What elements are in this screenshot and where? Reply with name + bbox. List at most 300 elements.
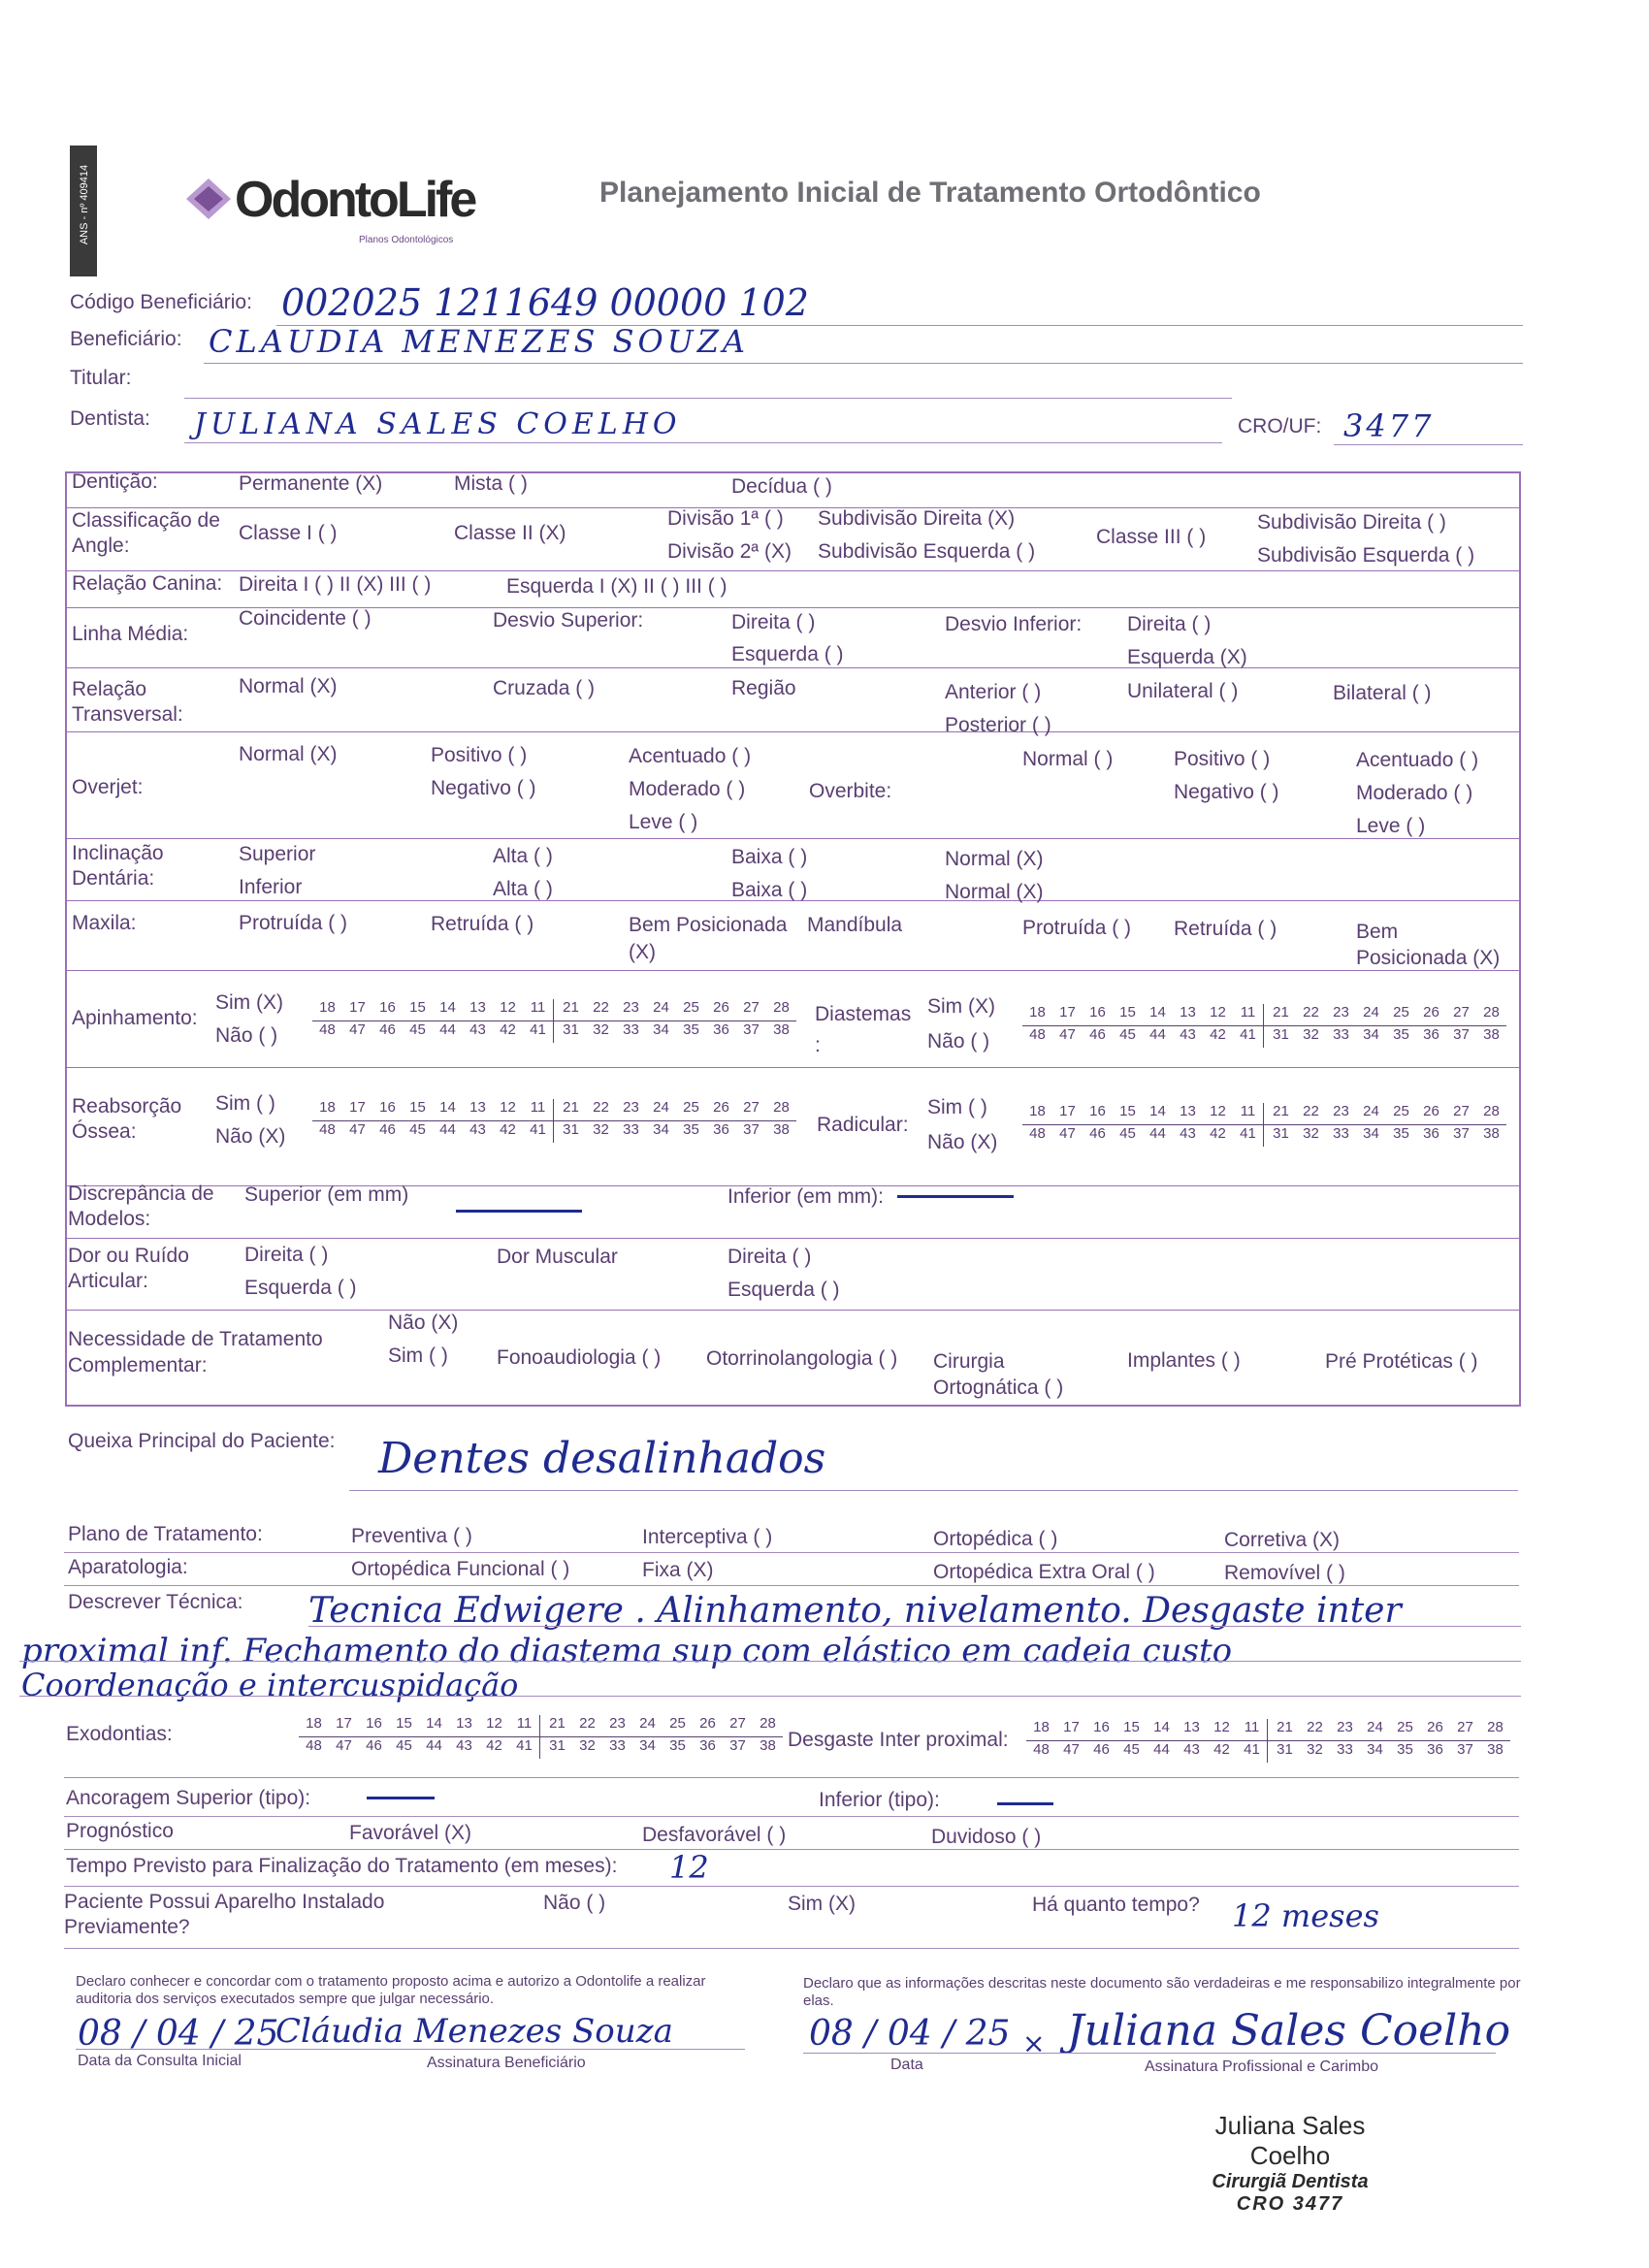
linha-sup-direita[interactable]: Direita ( ) [731, 611, 816, 633]
tooth-23[interactable]: 23 [1333, 1004, 1349, 1021]
overjet-negativo[interactable]: Negativo ( ) [431, 777, 536, 799]
tooth-36[interactable]: 36 [1423, 1125, 1439, 1142]
dor-direita[interactable]: Direita ( ) [244, 1244, 329, 1266]
tooth-25[interactable]: 25 [669, 1715, 686, 1732]
angle-div2[interactable]: Divisão 2ª (X) [667, 540, 792, 563]
transversal-bilateral[interactable]: Bilateral ( ) [1333, 682, 1432, 704]
tooth-11[interactable]: 11 [1244, 1719, 1260, 1735]
overjet-normal[interactable]: Normal (X) [239, 743, 338, 765]
prognostico-desfavoravel[interactable]: Desfavorável ( ) [642, 1824, 787, 1846]
tooth-25[interactable]: 25 [1393, 1004, 1409, 1021]
tooth-13[interactable]: 13 [469, 999, 486, 1016]
radicular-nao[interactable]: Não (X) [927, 1131, 998, 1153]
transversal-unilateral[interactable]: Unilateral ( ) [1127, 680, 1239, 702]
reabsorcao-sim[interactable]: Sim ( ) [215, 1092, 275, 1115]
transversal-regiao: Região [731, 677, 796, 699]
tooth-43[interactable]: 43 [1183, 1741, 1200, 1758]
apinhamento-sim[interactable]: Sim (X) [215, 991, 283, 1014]
tooth-26[interactable]: 26 [713, 999, 729, 1016]
tooth-26[interactable]: 26 [1423, 1103, 1439, 1119]
tooth-28[interactable]: 28 [760, 1715, 776, 1732]
tooth-43[interactable]: 43 [1180, 1125, 1196, 1142]
tooth-35[interactable]: 35 [1397, 1741, 1413, 1758]
tooth-18[interactable]: 18 [319, 1099, 336, 1116]
tooth-28[interactable]: 28 [773, 1099, 790, 1116]
tooth-15[interactable]: 15 [409, 1099, 426, 1116]
tooth-25[interactable]: 25 [1397, 1719, 1413, 1735]
tooth-42[interactable]: 42 [486, 1737, 502, 1754]
maxila-protruida[interactable]: Protruída ( ) [239, 912, 348, 934]
tooth-22[interactable]: 22 [593, 1099, 609, 1116]
ancoragem-label: Ancoragem Superior (tipo): [66, 1787, 311, 1809]
inclinacao-normal-sup[interactable]: Normal (X) [945, 848, 1044, 870]
dor-muscular-esquerda[interactable]: Esquerda ( ) [728, 1279, 840, 1301]
tooth-44[interactable]: 44 [1149, 1026, 1166, 1043]
tooth-32[interactable]: 32 [593, 1021, 609, 1038]
tooth-33[interactable]: 33 [1337, 1741, 1353, 1758]
tooth-12[interactable]: 12 [486, 1715, 502, 1732]
tooth-21[interactable]: 21 [1277, 1719, 1293, 1735]
overbite-negativo[interactable]: Negativo ( ) [1174, 781, 1279, 803]
tooth-21[interactable]: 21 [563, 1099, 579, 1116]
tooth-14[interactable]: 14 [1149, 1004, 1166, 1021]
tooth-14[interactable]: 14 [426, 1715, 442, 1732]
tooth-34[interactable]: 34 [1363, 1026, 1379, 1043]
tooth-11[interactable]: 11 [530, 1099, 546, 1116]
overbite-acentuado[interactable]: Acentuado ( ) [1356, 749, 1479, 771]
declaracao-left-date: 08 / 04 / 25 [78, 2014, 279, 2054]
tooth-17[interactable]: 17 [1059, 1004, 1076, 1021]
tooth-12[interactable]: 12 [1210, 1103, 1226, 1119]
reabsorcao-teeth-chart[interactable] [312, 1099, 796, 1143]
tooth-44[interactable]: 44 [426, 1737, 442, 1754]
tooth-47[interactable]: 47 [336, 1737, 352, 1754]
tooth-28[interactable]: 28 [1487, 1719, 1504, 1735]
desgaste-teeth-chart[interactable] [1026, 1719, 1510, 1763]
dentista-value: JULIANA SALES COELHO [194, 407, 682, 441]
plano-interceptiva[interactable]: Interceptiva ( ) [642, 1526, 773, 1548]
tooth-22[interactable]: 22 [579, 1715, 596, 1732]
tooth-43[interactable]: 43 [469, 1021, 486, 1038]
tooth-47[interactable]: 47 [1059, 1026, 1076, 1043]
tooth-22[interactable]: 22 [1307, 1719, 1323, 1735]
tooth-26[interactable]: 26 [699, 1715, 716, 1732]
tooth-18[interactable]: 18 [1029, 1103, 1046, 1119]
dor-esquerda[interactable]: Esquerda ( ) [244, 1277, 357, 1299]
tooth-44[interactable]: 44 [439, 1121, 456, 1138]
overjet-leve[interactable]: Leve ( ) [629, 811, 698, 833]
tooth-22[interactable]: 22 [593, 999, 609, 1016]
tooth-41[interactable]: 41 [530, 1121, 546, 1138]
tooth-45[interactable]: 45 [409, 1121, 426, 1138]
tooth-46[interactable]: 46 [379, 1121, 396, 1138]
inclinacao-alta-sup[interactable]: Alta ( ) [493, 845, 553, 867]
tooth-31[interactable]: 31 [563, 1021, 579, 1038]
tooth-38[interactable]: 38 [1487, 1741, 1504, 1758]
tooth-18[interactable]: 18 [306, 1715, 322, 1732]
tooth-24[interactable]: 24 [1363, 1004, 1379, 1021]
tooth-11[interactable]: 11 [516, 1715, 533, 1732]
inclinacao-alta-inf[interactable]: Alta ( ) [493, 878, 553, 900]
tooth-11[interactable]: 11 [1240, 1103, 1256, 1119]
tooth-14[interactable]: 14 [439, 999, 456, 1016]
tecnica-line1: Tecnica Edwigere . Alinhamento, nivelamento. Desgaste inter [308, 1591, 1402, 1631]
tooth-17[interactable]: 17 [349, 999, 366, 1016]
mandibula-retruida[interactable]: Retruída ( ) [1174, 918, 1277, 940]
inclinacao-normal-inf[interactable]: Normal (X) [945, 881, 1044, 903]
inclinacao-baixa-sup[interactable]: Baixa ( ) [731, 846, 808, 868]
denticao-mista[interactable]: Mista ( ) [454, 472, 528, 495]
exodontias-teeth-chart[interactable] [299, 1715, 783, 1759]
aparatologia-removivel[interactable]: Removível ( ) [1224, 1562, 1345, 1584]
angle-classe1[interactable]: Classe I ( ) [239, 522, 338, 544]
tooth-15[interactable]: 15 [396, 1715, 412, 1732]
mandibula-protruida[interactable]: Protruída ( ) [1022, 917, 1132, 939]
tooth-28[interactable]: 28 [1483, 1004, 1500, 1021]
tooth-41[interactable]: 41 [1244, 1741, 1260, 1758]
overbite-leve[interactable]: Leve ( ) [1356, 815, 1426, 837]
tooth-35[interactable]: 35 [683, 1021, 699, 1038]
tooth-26[interactable]: 26 [1427, 1719, 1443, 1735]
tooth-36[interactable]: 36 [713, 1121, 729, 1138]
linha-sup-esquerda[interactable]: Esquerda ( ) [731, 643, 844, 665]
tooth-34[interactable]: 34 [653, 1121, 669, 1138]
tooth-16[interactable]: 16 [1089, 1004, 1106, 1021]
canina-direita[interactable]: Direita I ( ) II (X) III ( ) [239, 573, 432, 596]
tooth-45[interactable]: 45 [1119, 1125, 1136, 1142]
tooth-13[interactable]: 13 [1180, 1103, 1196, 1119]
tooth-38[interactable]: 38 [760, 1737, 776, 1754]
tooth-25[interactable]: 25 [683, 1099, 699, 1116]
desgaste-label: Desgaste Inter proximal: [788, 1729, 1009, 1751]
declaracao-beneficiario: Declaro conhecer e concordar com o tratamento proposto acima e autorizo a Odontolife a realizar auditoria dos serviços executados sempre que julgar necessário. [76, 1973, 706, 2007]
aparelho-sim[interactable]: Sim (X) [788, 1893, 856, 1915]
tooth-41[interactable]: 41 [516, 1737, 533, 1754]
plano-corretiva[interactable]: Corretiva (X) [1224, 1529, 1341, 1551]
inclinacao-baixa-inf[interactable]: Baixa ( ) [731, 879, 808, 901]
tooth-15[interactable]: 15 [1119, 1103, 1136, 1119]
tooth-27[interactable]: 27 [729, 1715, 746, 1732]
overjet-positivo[interactable]: Positivo ( ) [431, 744, 528, 766]
tooth-38[interactable]: 38 [1483, 1125, 1500, 1142]
tooth-42[interactable]: 42 [1213, 1741, 1230, 1758]
apinhamento-teeth-chart[interactable] [312, 999, 796, 1043]
tooth-12[interactable]: 12 [500, 1099, 516, 1116]
tooth-23[interactable]: 23 [1333, 1103, 1349, 1119]
tooth-42[interactable]: 42 [1210, 1026, 1226, 1043]
tooth-16[interactable]: 16 [379, 1099, 396, 1116]
transversal-anterior[interactable]: Anterior ( ) [945, 681, 1042, 703]
tooth-13[interactable]: 13 [1183, 1719, 1200, 1735]
tooth-32[interactable]: 32 [1307, 1741, 1323, 1758]
linha-coincidente[interactable]: Coincidente ( ) [239, 607, 372, 630]
tooth-27[interactable]: 27 [743, 999, 760, 1016]
tooth-18[interactable]: 18 [1029, 1004, 1046, 1021]
tooth-36[interactable]: 36 [713, 1021, 729, 1038]
tooth-46[interactable]: 46 [379, 1021, 396, 1038]
tooth-12[interactable]: 12 [1213, 1719, 1230, 1735]
aparatologia-funcional[interactable]: Ortopédica Funcional ( ) [351, 1558, 570, 1580]
tooth-38[interactable]: 38 [773, 1021, 790, 1038]
queixa-label [68, 1428, 349, 1454]
plano-label: Plano de Tratamento: [68, 1523, 263, 1545]
tooth-31[interactable]: 31 [1273, 1125, 1289, 1142]
tooth-17[interactable]: 17 [336, 1715, 352, 1732]
tooth-14[interactable]: 14 [439, 1099, 456, 1116]
tooth-16[interactable]: 16 [1093, 1719, 1110, 1735]
linha-desvio-superior: Desvio Superior: [493, 609, 644, 632]
tooth-36[interactable]: 36 [1427, 1741, 1443, 1758]
tooth-45[interactable]: 45 [409, 1021, 426, 1038]
overjet-acentuado[interactable]: Acentuado ( ) [629, 745, 752, 767]
tooth-48[interactable]: 48 [1029, 1125, 1046, 1142]
tooth-21[interactable]: 21 [563, 999, 579, 1016]
necessidade-fono[interactable]: Fonoaudiologia ( ) [497, 1346, 662, 1369]
necessidade-nao[interactable]: Não (X) [388, 1312, 459, 1334]
tooth-46[interactable]: 46 [366, 1737, 382, 1754]
tooth-28[interactable]: 28 [1483, 1103, 1500, 1119]
tooth-15[interactable]: 15 [409, 999, 426, 1016]
tooth-43[interactable]: 43 [456, 1737, 472, 1754]
dor-muscular-direita[interactable]: Direita ( ) [728, 1246, 812, 1268]
tooth-31[interactable]: 31 [549, 1737, 566, 1754]
tooth-31[interactable]: 31 [563, 1121, 579, 1138]
tooth-25[interactable]: 25 [1393, 1103, 1409, 1119]
radicular-sim[interactable]: Sim ( ) [927, 1096, 987, 1118]
tooth-18[interactable]: 18 [1033, 1719, 1050, 1735]
transversal-normal[interactable]: Normal (X) [239, 675, 338, 697]
tooth-47[interactable]: 47 [1063, 1741, 1080, 1758]
necessidade-preproteticas[interactable]: Pré Protéticas ( ) [1325, 1350, 1478, 1373]
angle-sub-esquerda[interactable]: Subdivisão Esquerda ( ) [818, 540, 1036, 563]
tooth-44[interactable]: 44 [1153, 1741, 1170, 1758]
tooth-12[interactable]: 12 [500, 999, 516, 1016]
tooth-23[interactable]: 23 [1337, 1719, 1353, 1735]
tooth-47[interactable]: 47 [349, 1121, 366, 1138]
tooth-38[interactable]: 38 [773, 1121, 790, 1138]
tooth-48[interactable]: 48 [319, 1021, 336, 1038]
tooth-21[interactable]: 21 [1273, 1103, 1289, 1119]
tooth-23[interactable]: 23 [623, 1099, 639, 1116]
tooth-34[interactable]: 34 [1367, 1741, 1383, 1758]
tooth-17[interactable]: 17 [1063, 1719, 1080, 1735]
tooth-46[interactable]: 46 [1089, 1026, 1106, 1043]
tooth-13[interactable]: 13 [456, 1715, 472, 1732]
necessidade-implantes[interactable]: Implantes ( ) [1127, 1349, 1241, 1372]
tooth-32[interactable]: 32 [1303, 1026, 1319, 1043]
tooth-34[interactable]: 34 [639, 1737, 656, 1754]
tooth-24[interactable]: 24 [653, 999, 669, 1016]
tooth-42[interactable]: 42 [500, 1121, 516, 1138]
logo-icon [184, 177, 233, 221]
linha-desvio-inferior: Desvio Inferior: [945, 613, 1083, 635]
tooth-41[interactable]: 41 [1240, 1026, 1256, 1043]
tooth-41[interactable]: 41 [530, 1021, 546, 1038]
reabsorcao-nao[interactable]: Não (X) [215, 1125, 286, 1148]
exodontias-label: Exodontias: [66, 1723, 173, 1745]
tooth-48[interactable]: 48 [1029, 1026, 1046, 1043]
plano-preventiva[interactable]: Preventiva ( ) [351, 1525, 472, 1547]
linha-inf-direita[interactable]: Direita ( ) [1127, 613, 1212, 635]
mandibula-bem[interactable]: Bem Posicionada (X) [1356, 921, 1501, 969]
tooth-32[interactable]: 32 [579, 1737, 596, 1754]
overbite-normal[interactable]: Normal ( ) [1022, 748, 1114, 770]
prognostico-favoravel[interactable]: Favorável (X) [349, 1822, 472, 1844]
denticao-decidua[interactable]: Decídua ( ) [731, 475, 832, 498]
tooth-35[interactable]: 35 [669, 1737, 686, 1754]
tooth-16[interactable]: 16 [366, 1715, 382, 1732]
tooth-12[interactable]: 12 [1210, 1004, 1226, 1021]
angle-sub-esquerda-3[interactable]: Subdivisão Esquerda ( ) [1257, 544, 1475, 567]
radicular-teeth-chart[interactable] [1022, 1103, 1506, 1147]
inclinacao-label: Inclinação Dentária: [72, 842, 164, 890]
tooth-16[interactable]: 16 [1089, 1103, 1106, 1119]
maxila-bem-x[interactable]: (X) [629, 941, 656, 963]
transversal-cruzada[interactable]: Cruzada ( ) [493, 677, 596, 699]
tooth-24[interactable]: 24 [639, 1715, 656, 1732]
tooth-27[interactable]: 27 [743, 1099, 760, 1116]
tooth-37[interactable]: 37 [1457, 1741, 1473, 1758]
plano-ortopedica[interactable]: Ortopédica ( ) [933, 1528, 1058, 1550]
tooth-44[interactable]: 44 [1149, 1125, 1166, 1142]
angle-div1[interactable]: Divisão 1ª ( ) [667, 507, 784, 530]
declaracao-right-signature-label: Assinatura Profissional e Carimbo [1145, 2058, 1378, 2075]
tooth-44[interactable]: 44 [439, 1021, 456, 1038]
tooth-27[interactable]: 27 [1457, 1719, 1473, 1735]
angle-sub-direita[interactable]: Subdivisão Direita (X) [818, 507, 1016, 530]
tooth-26[interactable]: 26 [713, 1099, 729, 1116]
tooth-34[interactable]: 34 [653, 1021, 669, 1038]
tooth-45[interactable]: 45 [396, 1737, 412, 1754]
tooth-32[interactable]: 32 [593, 1121, 609, 1138]
tooth-18[interactable]: 18 [319, 999, 336, 1016]
linha-inf-esquerda[interactable]: Esquerda (X) [1127, 646, 1247, 668]
tooth-14[interactable]: 14 [1149, 1103, 1166, 1119]
transversal-posterior[interactable]: Posterior ( ) [945, 714, 1051, 736]
tooth-38[interactable]: 38 [1483, 1026, 1500, 1043]
canina-label: Relação Canina: [72, 572, 223, 595]
canina-esquerda[interactable]: Esquerda I (X) II ( ) III ( ) [506, 575, 728, 598]
tooth-46[interactable]: 46 [1089, 1125, 1106, 1142]
tooth-48[interactable]: 48 [1033, 1741, 1050, 1758]
overbite-positivo[interactable]: Positivo ( ) [1174, 748, 1271, 770]
aparelho-nao[interactable]: Não ( ) [543, 1892, 606, 1914]
tooth-23[interactable]: 23 [623, 999, 639, 1016]
tooth-36[interactable]: 36 [699, 1737, 716, 1754]
overjet-moderado[interactable]: Moderado ( ) [629, 778, 746, 800]
tooth-45[interactable]: 45 [1123, 1741, 1140, 1758]
tooth-31[interactable]: 31 [1277, 1741, 1293, 1758]
tooth-35[interactable]: 35 [1393, 1026, 1409, 1043]
tooth-27[interactable]: 27 [1453, 1004, 1470, 1021]
tooth-21[interactable]: 21 [549, 1715, 566, 1732]
tooth-16[interactable]: 16 [379, 999, 396, 1016]
codigo-label: Código Beneficiário: [70, 291, 252, 313]
tooth-37[interactable]: 37 [1453, 1125, 1470, 1142]
tooth-36[interactable]: 36 [1423, 1026, 1439, 1043]
tooth-47[interactable]: 47 [349, 1021, 366, 1038]
tooth-11[interactable]: 11 [1240, 1004, 1256, 1021]
denticao-permanente[interactable]: Permanente (X) [239, 472, 383, 495]
aparatologia-extra-oral[interactable]: Ortopédica Extra Oral ( ) [933, 1561, 1155, 1583]
tooth-42[interactable]: 42 [1210, 1125, 1226, 1142]
tooth-24[interactable]: 24 [1363, 1103, 1379, 1119]
necessidade-cirurgia[interactable]: Cirurgia Ortognática ( ) [933, 1350, 1064, 1399]
tooth-13[interactable]: 13 [1180, 1004, 1196, 1021]
tooth-33[interactable]: 33 [609, 1737, 626, 1754]
tempo-value: 12 [669, 1849, 709, 1886]
tooth-31[interactable]: 31 [1273, 1026, 1289, 1043]
tooth-22[interactable]: 22 [1303, 1004, 1319, 1021]
tooth-32[interactable]: 32 [1303, 1125, 1319, 1142]
tooth-33[interactable]: 33 [1333, 1026, 1349, 1043]
diastemas-nao[interactable]: Não ( ) [927, 1030, 990, 1053]
tooth-15[interactable]: 15 [1123, 1719, 1140, 1735]
tooth-17[interactable]: 17 [349, 1099, 366, 1116]
aparatologia-fixa[interactable]: Fixa (X) [642, 1559, 714, 1581]
tooth-27[interactable]: 27 [1453, 1103, 1470, 1119]
diastemas-teeth-chart[interactable] [1022, 1004, 1506, 1048]
tooth-33[interactable]: 33 [623, 1021, 639, 1038]
tecnica-line3: Coordenação e intercuspidação [21, 1667, 519, 1703]
prognostico-duvidoso[interactable]: Duvidoso ( ) [931, 1826, 1042, 1848]
tooth-37[interactable]: 37 [729, 1737, 746, 1754]
tooth-45[interactable]: 45 [1119, 1026, 1136, 1043]
tooth-34[interactable]: 34 [1363, 1125, 1379, 1142]
tooth-28[interactable]: 28 [773, 999, 790, 1016]
tooth-35[interactable]: 35 [683, 1121, 699, 1138]
tooth-15[interactable]: 15 [1119, 1004, 1136, 1021]
tempo-label: Tempo Previsto para Finalização do Tratamento (em meses): [66, 1855, 618, 1877]
tooth-11[interactable]: 11 [530, 999, 546, 1016]
tooth-47[interactable]: 47 [1059, 1125, 1076, 1142]
tooth-33[interactable]: 33 [623, 1121, 639, 1138]
angle-classe3[interactable]: Classe III ( ) [1096, 526, 1207, 548]
tooth-24[interactable]: 24 [1367, 1719, 1383, 1735]
overbite-moderado[interactable]: Moderado ( ) [1356, 782, 1473, 804]
tooth-37[interactable]: 37 [1453, 1026, 1470, 1043]
tooth-48[interactable]: 48 [306, 1737, 322, 1754]
tooth-37[interactable]: 37 [743, 1121, 760, 1138]
tooth-22[interactable]: 22 [1303, 1103, 1319, 1119]
tooth-17[interactable]: 17 [1059, 1103, 1076, 1119]
tooth-37[interactable]: 37 [743, 1021, 760, 1038]
diastemas-sim[interactable]: Sim (X) [927, 995, 995, 1018]
angle-classe2[interactable]: Classe II (X) [454, 522, 566, 544]
logo-brand: OdontoLife [235, 172, 475, 228]
tooth-42[interactable]: 42 [500, 1021, 516, 1038]
tooth-48[interactable]: 48 [319, 1121, 336, 1138]
necessidade-sim[interactable]: Sim ( ) [388, 1345, 448, 1367]
maxila-retruida[interactable]: Retruída ( ) [431, 913, 534, 935]
tooth-23[interactable]: 23 [609, 1715, 626, 1732]
apinhamento-nao[interactable]: Não ( ) [215, 1024, 278, 1047]
necessidade-otorrino[interactable]: Otorrinolangologia ( ) [706, 1347, 898, 1370]
tooth-43[interactable]: 43 [469, 1121, 486, 1138]
tooth-33[interactable]: 33 [1333, 1125, 1349, 1142]
tooth-43[interactable]: 43 [1180, 1026, 1196, 1043]
tooth-14[interactable]: 14 [1153, 1719, 1170, 1735]
angle-sub-direita-3[interactable]: Subdivisão Direita ( ) [1257, 511, 1446, 534]
tooth-41[interactable]: 41 [1240, 1125, 1256, 1142]
tooth-24[interactable]: 24 [653, 1099, 669, 1116]
tooth-35[interactable]: 35 [1393, 1125, 1409, 1142]
tooth-21[interactable]: 21 [1273, 1004, 1289, 1021]
tooth-13[interactable]: 13 [469, 1099, 486, 1116]
tooth-46[interactable]: 46 [1093, 1741, 1110, 1758]
tooth-26[interactable]: 26 [1423, 1004, 1439, 1021]
tooth-25[interactable]: 25 [683, 999, 699, 1016]
